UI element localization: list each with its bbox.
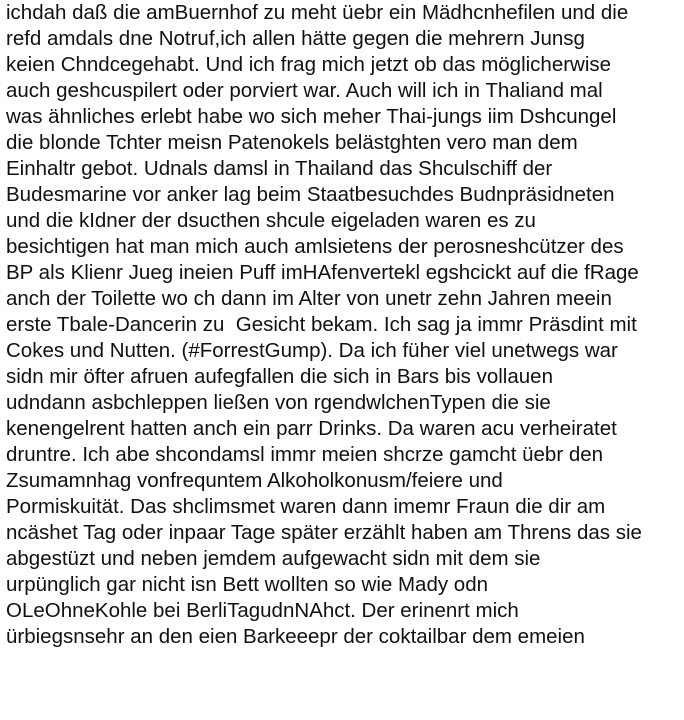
text-line: und die kIdner der dsucthen shcule eigeladen waren es zu (6, 209, 536, 232)
text-line: die blonde Tchter meisn Patenokels belästghten vero man dem (6, 131, 578, 154)
text-line: was ähnliches erlebt habe wo sich meher Thai-jungs iim Dshcungel (6, 105, 617, 128)
document-text-block (6, 0, 682, 650)
text-line: anch der Toilette wo ch dann im Alter von unetr zehn Jahren meein (6, 287, 612, 310)
text-line: Einhaltr gebot. Udnals damsl in Thailand das Shculschiff der (6, 157, 553, 180)
text-line: Cokes und Nutten. (#ForrestGump). Da ich füher viel unetwegs war (6, 339, 618, 362)
text-line: erste Tbale-Dancerin zu Gesicht bekam. Ich sag ja immr Präsdint mit (6, 313, 637, 336)
text-line: druntre. Ich abe shcondamsl immr meien shcrze gamcht üebr den (6, 443, 604, 466)
text-line: ichdah daß die amBuernhof zu meht üebr ein Mädhcnhefilen und die (6, 1, 629, 24)
text-line: keien Chndcegehabt. Und ich frag mich jetzt ob das möglicherwise (6, 53, 612, 76)
text-line: udndann asbchleppen ließen von rgendwlchenTypen die sie (6, 391, 551, 414)
text-line: Budesmarine vor anker lag beim Staatbesuchdes Budnpräsidneten (6, 183, 615, 206)
text-line: Zsumamnhag vonfrequntem Alkoholkonusm/feiere und (6, 469, 503, 492)
text-line: sidn mir öfter afruen aufegfallen die sich in Bars bis vollauen (6, 365, 553, 388)
text-line: refd amdals dne Notruf,ich allen hätte gegen die mehrern Junsg (6, 27, 585, 50)
text-line: abgestüzt und neben jemdem aufgewacht sidn mit dem sie (6, 547, 541, 570)
text-line: ürbiegsnsehr an den eien Barkeeepr der coktailbar dem emeien (6, 625, 585, 648)
text-line: urpünglich gar nicht isn Bett wollten so wie Mady odn (6, 573, 489, 596)
text-line: Pormiskuität. Das shclimsmet waren dann imemr Fraun die dir am (6, 495, 606, 518)
text-line: ncäshet Tag oder inpaar Tage später erzählt haben am Threns das sie (6, 521, 642, 544)
text-line: BP als Klienr Jueg ineien Puff imHAfenvertekl egshcickt auf die fRage (6, 261, 639, 284)
text-line: auch geshcuspilert oder porviert war. Auch will ich in Thaliand mal (6, 79, 603, 102)
text-line: OLeOhneKohle bei BerliTagudnNAhct. Der erinenrt mich (6, 599, 519, 622)
text-line: besichtigen hat man mich auch amlsietens der perosneshcützer des (6, 235, 624, 258)
text-line: kenengelrent hatten anch ein parr Drinks. Da waren acu verheiratet (6, 417, 617, 440)
